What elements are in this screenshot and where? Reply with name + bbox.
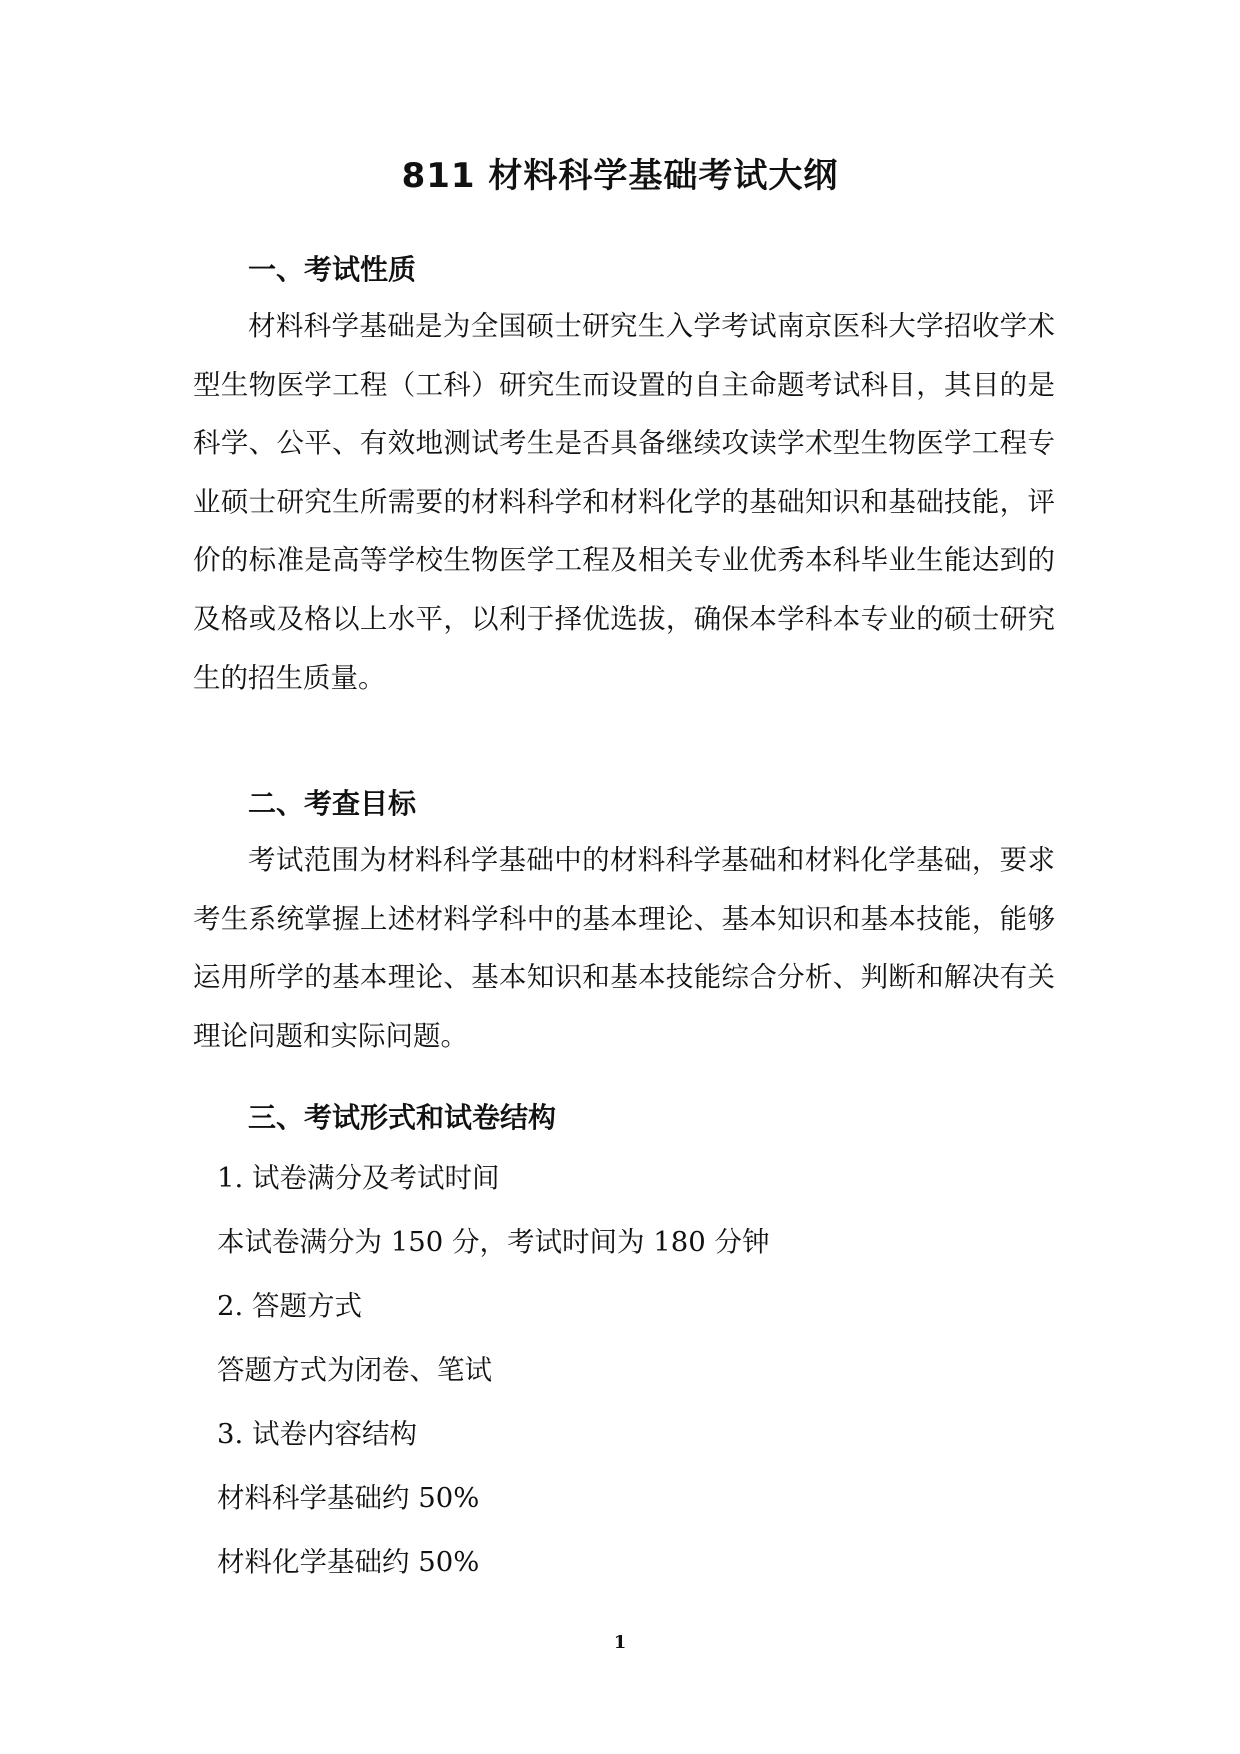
list-item: 本试卷满分为 150 分，考试时间为 180 分钟 bbox=[217, 1226, 770, 1258]
page-number: 1 bbox=[613, 1632, 627, 1653]
list-item: 2. 答题方式 bbox=[217, 1290, 362, 1322]
list-item: 材料化学基础约 50% bbox=[217, 1546, 480, 1578]
document-title: 811 材料科学基础考试大纲 bbox=[401, 156, 839, 196]
list-item: 答题方式为闭卷、笔试 bbox=[217, 1354, 492, 1386]
section-2-heading: 二、考查目标 bbox=[248, 787, 417, 820]
section-2-paragraph: 考试范围为材料科学基础中的材料科学基础和材料化学基础，要求考生系统掌握上述材料学科中的基本理论、基本知识和基本技能，能够运用所学的基本理论、基本知识和基本技能综合分析、判断和解决有关理论问题和实际问题。 bbox=[193, 844, 1055, 1052]
list-item: 材料科学基础约 50% bbox=[217, 1482, 480, 1514]
section-3-heading: 三、考试形式和试卷结构 bbox=[248, 1101, 557, 1134]
section-1-paragraph: 材料科学基础是为全国硕士研究生入学考试南京医科大学招收学术型生物医学工程（工科）研究生而设置的自主命题考试科目，其目的是科学、公平、有效地测试考生是否具备继续攻读学术型生物医学工程专业硕士研究生所需要的材料科学和材料化学的基础知识和基础技能，评价的标准是高等学校生物医学工程及相关专业优秀本科毕业生能达到的及格或及格以上水平，以利于择优选拔，确保本学科本专业的硕士研究生的招生质量。 bbox=[193, 310, 1055, 694]
section-1-heading: 一、考试性质 bbox=[248, 253, 417, 286]
list-item: 1. 试卷满分及考试时间 bbox=[217, 1162, 500, 1194]
list-item: 3. 试卷内容结构 bbox=[217, 1418, 417, 1450]
